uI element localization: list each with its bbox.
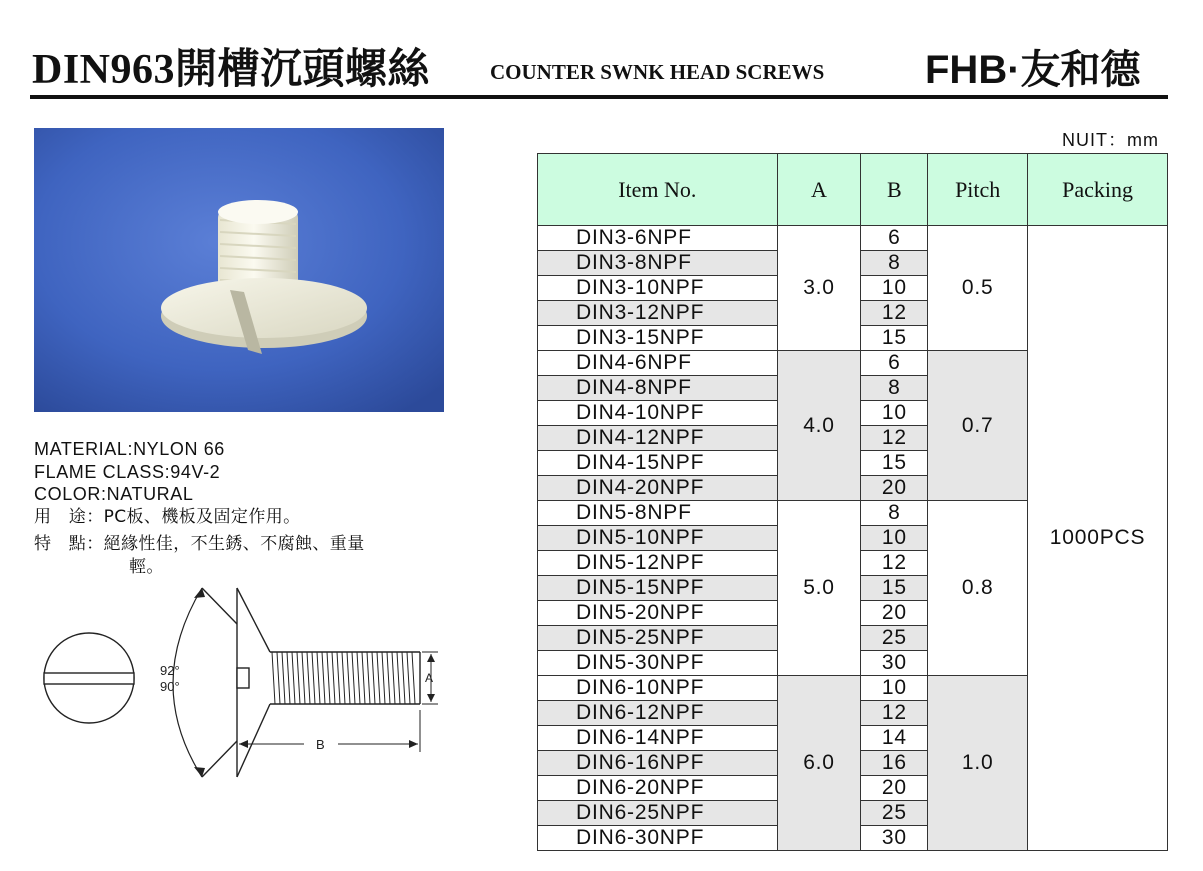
header-a: A (777, 154, 861, 226)
cell-item-no: DIN6-10NPF (538, 676, 778, 701)
cell-b: 12 (861, 701, 928, 726)
spec-feature (34, 533, 365, 556)
spec-flame-class: FLAME CLASS:94V-2 (34, 461, 221, 482)
cell-a: 3.0 (777, 226, 861, 351)
brand-logo: FHB·友和德 (925, 48, 1141, 92)
unit-label: NUIT：mm (1062, 130, 1159, 150)
cell-item-no: DIN4-6NPF (538, 351, 778, 376)
table-row (538, 226, 1168, 251)
cell-b: 15 (861, 576, 928, 601)
header-item-no: Item No. (538, 154, 778, 226)
cell-a: 5.0 (777, 501, 861, 676)
cell-item-no: DIN3-8NPF (538, 251, 778, 276)
spec-use-label: 用 途： (34, 506, 104, 527)
product-photo (34, 128, 444, 412)
spec-feature-label: 特 點： (34, 534, 104, 554)
cell-b: 20 (861, 601, 928, 626)
cell-b: 25 (861, 801, 928, 826)
cell-b: 10 (861, 401, 928, 426)
spec-feature-value: 絕緣性佳，不生銹、不腐蝕、重量 (103, 534, 365, 554)
cell-pitch: 0.7 (928, 351, 1028, 501)
cell-item-no: DIN5-25NPF (538, 626, 778, 651)
cell-b: 15 (861, 451, 928, 476)
cell-pitch: 0.8 (928, 501, 1028, 676)
cell-item-no: DIN5-15NPF (538, 576, 778, 601)
spec-color: COLOR:NATURAL (34, 484, 194, 504)
cell-b: 6 (861, 226, 928, 251)
cell-item-no: DIN3-12NPF (538, 301, 778, 326)
angle-92-label: 92° (160, 663, 180, 678)
cell-item-no: DIN3-10NPF (538, 276, 778, 301)
cell-b: 16 (861, 751, 928, 776)
cell-item-no: DIN4-8NPF (538, 376, 778, 401)
spec-use (34, 506, 365, 529)
cell-item-no: DIN6-20NPF (538, 776, 778, 801)
spec-list (34, 438, 365, 578)
cell-b: 8 (861, 376, 928, 401)
cell-item-no: DIN5-30NPF (538, 651, 778, 676)
dimension-a-label: A (425, 671, 434, 685)
header-pitch: Pitch (928, 154, 1028, 226)
cell-a: 6.0 (777, 676, 861, 851)
cell-b: 12 (861, 426, 928, 451)
cell-b: 30 (861, 651, 928, 676)
cell-b: 14 (861, 726, 928, 751)
cell-b: 20 (861, 776, 928, 801)
cell-item-no: DIN6-12NPF (538, 701, 778, 726)
title-rule (30, 95, 1168, 99)
cell-b: 10 (861, 676, 928, 701)
spec-table (537, 153, 1168, 851)
cell-b: 25 (861, 626, 928, 651)
cell-pitch: 0.5 (928, 226, 1028, 351)
spec-use-value: PC板、機板及固定作用。 (103, 506, 301, 527)
cell-item-no: DIN6-25NPF (538, 801, 778, 826)
cell-item-no: DIN4-12NPF (538, 426, 778, 451)
cell-b: 12 (861, 301, 928, 326)
cell-item-no: DIN4-15NPF (538, 451, 778, 476)
cell-b: 6 (861, 351, 928, 376)
cell-item-no: DIN3-15NPF (538, 326, 778, 351)
cell-b: 20 (861, 476, 928, 501)
page-title: DIN963開槽沉頭螺絲 (32, 47, 431, 93)
screw-diagram (34, 580, 454, 795)
cell-item-no: DIN6-16NPF (538, 751, 778, 776)
angle-90-label: 90° (160, 679, 180, 694)
cell-item-no: DIN5-10NPF (538, 526, 778, 551)
cell-item-no: DIN4-10NPF (538, 401, 778, 426)
header-packing: Packing (1028, 154, 1168, 226)
cell-item-no: DIN6-30NPF (538, 826, 778, 851)
cell-item-no: DIN5-12NPF (538, 551, 778, 576)
cell-b: 10 (861, 526, 928, 551)
spec-feature-cont: 輕。 (129, 556, 164, 577)
cell-item-no: DIN3-6NPF (538, 226, 778, 251)
cell-b: 30 (861, 826, 928, 851)
cell-item-no: DIN5-20NPF (538, 601, 778, 626)
cell-b: 12 (861, 551, 928, 576)
dimension-b-label: B (316, 737, 325, 752)
table-body (538, 226, 1168, 851)
header-b: B (861, 154, 928, 226)
cell-b: 15 (861, 326, 928, 351)
cell-a: 4.0 (777, 351, 861, 501)
cell-b: 8 (861, 251, 928, 276)
cell-item-no: DIN5-8NPF (538, 501, 778, 526)
cell-item-no: DIN4-20NPF (538, 476, 778, 501)
cell-pitch: 1.0 (928, 676, 1028, 851)
cell-b: 8 (861, 501, 928, 526)
spec-material: MATERIAL:NYLON 66 (34, 439, 225, 459)
page-subtitle: COUNTER SWNK HEAD SCREWS (490, 60, 825, 84)
cell-b: 10 (861, 276, 928, 301)
cell-packing: 1000PCS (1028, 226, 1168, 851)
cell-item-no: DIN6-14NPF (538, 726, 778, 751)
